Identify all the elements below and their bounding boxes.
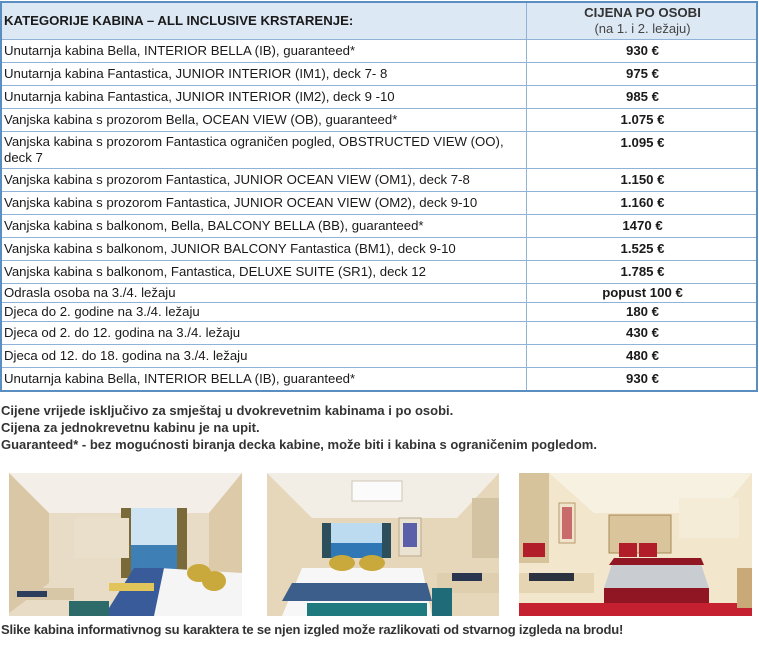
- cabin-price: 1.525 €: [527, 238, 758, 261]
- guest-price: 480 €: [527, 345, 758, 368]
- interior-cabin-photo: [519, 473, 752, 616]
- cabin-description: Vanjska kabina s prozorom Fantastica, JUNIOR OCEAN VIEW (OM2), deck 9-10: [1, 192, 527, 215]
- cabin-price: 1.150 €: [527, 169, 758, 192]
- balcony-cabin-photo: [9, 473, 242, 616]
- table-row: [1, 215, 757, 238]
- note-double-cabin: Cijene vrijede isključivo za smještaj u dvokrevetnim kabinama i po osobi.: [1, 403, 454, 418]
- table-row: [1, 86, 757, 109]
- cabin-description: Unutarnja kabina Bella, INTERIOR BELLA (IB), guaranteed*: [1, 40, 527, 63]
- guest-price: 430 €: [527, 322, 758, 345]
- cabin-price: 930 €: [527, 368, 758, 392]
- guest-price: popust 100 €: [527, 284, 758, 303]
- cabin-price: 1.785 €: [527, 261, 758, 284]
- guest-price: 180 €: [527, 303, 758, 322]
- price-header: [527, 2, 758, 40]
- cabin-description: Unutarnja kabina Fantastica, JUNIOR INTERIOR (IM2), deck 9 -10: [1, 86, 527, 109]
- cabin-price: 1.075 €: [527, 109, 758, 132]
- table-row: [1, 322, 757, 345]
- table-row: [1, 192, 757, 215]
- table-row: [1, 261, 757, 284]
- table-row: [1, 63, 757, 86]
- cabin-description: Vanjska kabina s prozorom Bella, OCEAN VIEW (OB), guaranteed*: [1, 109, 527, 132]
- cabin-description: Vanjska kabina s balkonom, Bella, BALCONY BELLA (BB), guaranteed*: [1, 215, 527, 238]
- cabin-price: 985 €: [527, 86, 758, 109]
- price-notes: [1, 402, 597, 453]
- cabin-price: 1470 €: [527, 215, 758, 238]
- cabin-price-table: [0, 1, 758, 392]
- note-guaranteed: Guaranteed* - bez mogućnosti biranja decka kabine, može biti i kabina s ograničenim pogledom.: [1, 437, 597, 452]
- cabin-price: 975 €: [527, 63, 758, 86]
- table-row: [1, 169, 757, 192]
- cabin-description: Unutarnja kabina Bella, INTERIOR BELLA (IB), guaranteed*: [1, 368, 527, 392]
- table-row: [1, 109, 757, 132]
- cabin-price: 930 €: [527, 40, 758, 63]
- cabin-price: 1.160 €: [527, 192, 758, 215]
- guest-description: Djeca do 2. godine na 3./4. ležaju: [1, 303, 527, 322]
- cabin-description: Vanjska kabina s balkonom, JUNIOR BALCONY Fantastica (BM1), deck 9-10: [1, 238, 527, 261]
- table-row: [1, 132, 757, 169]
- price-header-title: CIJENA PO OSOBI: [584, 5, 701, 20]
- cabin-description: Vanjska kabina s prozorom Fantastica ograničen pogled, OBSTRUCTED VIEW (OO), deck 7: [1, 132, 527, 169]
- guest-description: Djeca od 12. do 18. godina na 3./4. ležaju: [1, 345, 527, 368]
- table-row: [1, 345, 757, 368]
- table-row: [1, 368, 757, 392]
- category-header: KATEGORIJE KABINA – ALL INCLUSIVE KRSTARENJE:: [1, 2, 527, 40]
- guest-description: Djeca od 2. do 12. godina na 3./4. ležaju: [1, 322, 527, 345]
- cabin-price: 1.095 €: [527, 132, 758, 169]
- cabin-description: Vanjska kabina s balkonom, Fantastica, DELUXE SUITE (SR1), deck 12: [1, 261, 527, 284]
- photo-disclaimer: Slike kabina informativnog su karaktera te se njen izgled može razlikovati od stvarnog izgleda na brodu!: [1, 622, 624, 637]
- table-row: [1, 40, 757, 63]
- ocean-view-cabin-photo: [267, 473, 499, 616]
- cabin-description: Unutarnja kabina Fantastica, JUNIOR INTERIOR (IM1), deck 7- 8: [1, 63, 527, 86]
- price-header-subtitle: (na 1. i 2. ležaju): [594, 21, 691, 36]
- table-header-row: [1, 2, 757, 40]
- table-row: [1, 238, 757, 261]
- table-row: [1, 284, 757, 303]
- guest-description: Odrasla osoba na 3./4. ležaju: [1, 284, 527, 303]
- note-single-cabin: Cijena za jednokrevetnu kabinu je na upit.: [1, 420, 260, 435]
- cabin-description: Vanjska kabina s prozorom Fantastica, JUNIOR OCEAN VIEW (OM1), deck 7-8: [1, 169, 527, 192]
- table-row: [1, 303, 757, 322]
